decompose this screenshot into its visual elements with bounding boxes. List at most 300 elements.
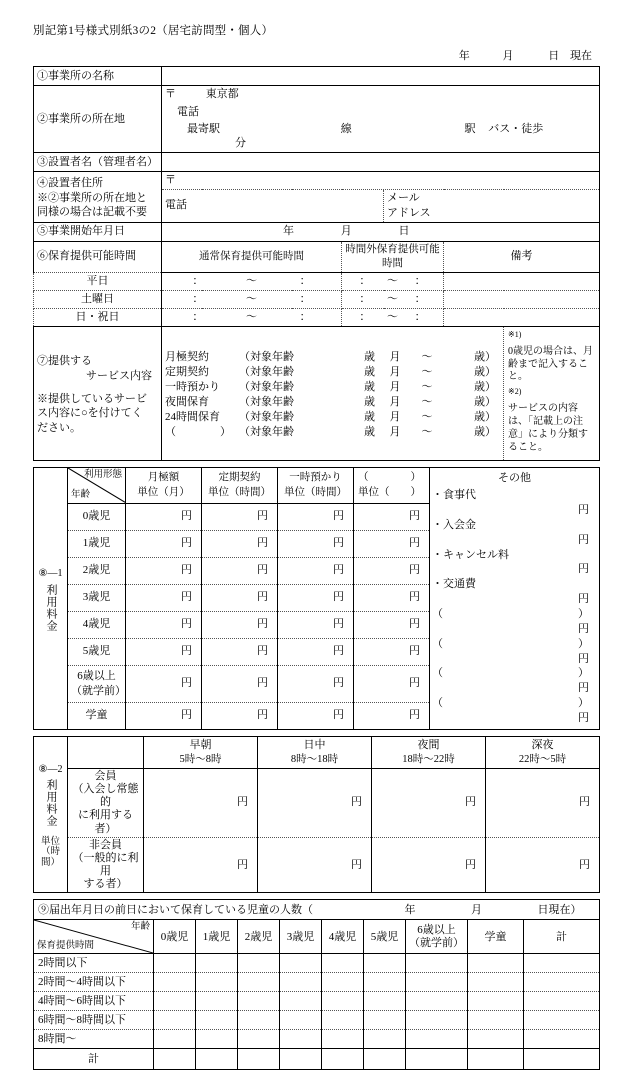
section9-title-prefix: ⑨届出年月日の前日において保育している児童の人数（	[38, 903, 313, 916]
service-row[interactable]	[165, 410, 500, 425]
fee-cell[interactable]	[144, 768, 258, 837]
section8-2-col-2	[372, 736, 486, 768]
section6-remarks-2[interactable]	[444, 308, 600, 326]
col-line2: （就学前）	[409, 936, 464, 949]
section8-2-row-label-1	[68, 837, 144, 893]
time-colon-to: ：	[299, 310, 311, 323]
age-unit: 歳	[364, 351, 375, 364]
section9-title-year: 年	[404, 903, 416, 916]
row-section8-2-header	[34, 736, 600, 768]
col-line2: 5時～8時	[179, 753, 222, 765]
count-cell[interactable]	[364, 992, 406, 1011]
section8-2-col-3	[486, 736, 600, 768]
section8-1-row-label-2: 2歳児	[68, 557, 126, 584]
section9-col-1: 1歳児	[196, 920, 238, 954]
fee-cell[interactable]	[486, 837, 600, 893]
other-unit: 円	[578, 711, 589, 724]
service-name: （ ）	[165, 425, 231, 438]
section8-1-col-2	[278, 468, 354, 503]
count-cell[interactable]	[524, 992, 600, 1011]
row-label-line2: （一般的に利用	[72, 851, 139, 878]
section5-value[interactable]	[162, 222, 600, 241]
col-line2: 18時～22時	[402, 753, 455, 765]
section9-col-2: 2歳児	[238, 920, 280, 954]
row-label-line3: に利用する者）	[78, 809, 133, 835]
time-colon-from: ：	[192, 310, 204, 323]
target-age-label: （対象年齢	[239, 396, 294, 408]
count-cell[interactable]	[196, 954, 238, 973]
yen-unit: 円	[181, 537, 192, 550]
col-line1: 早朝	[189, 738, 212, 751]
other-item[interactable]	[432, 577, 597, 607]
count-cell[interactable]	[468, 1049, 524, 1070]
section4-mail-row[interactable]	[384, 190, 600, 223]
row-section2-postal	[34, 86, 600, 104]
section2-tel-row[interactable]	[162, 104, 600, 121]
yen-unit: 円	[257, 510, 268, 523]
count-cell[interactable]	[238, 1030, 280, 1049]
section7-label-line1: ⑦提供する	[37, 354, 92, 367]
count-cell[interactable]	[524, 973, 600, 992]
fee-cell[interactable]	[278, 638, 354, 665]
count-cell[interactable]	[238, 992, 280, 1011]
fee-cell[interactable]	[372, 837, 486, 893]
section1-value[interactable]	[162, 67, 600, 86]
fee-cell[interactable]	[126, 503, 202, 530]
count-cell[interactable]	[280, 973, 322, 992]
fee-cell[interactable]	[258, 837, 372, 893]
row-label-line1: 会員	[94, 769, 117, 782]
service-name: 一時預かり	[165, 381, 220, 394]
fee-cell[interactable]	[126, 584, 202, 611]
table-row	[34, 973, 600, 992]
section8-1-row-label-5: 5歳児	[68, 638, 126, 665]
row-section6-header	[34, 241, 600, 272]
time-colon-from: ：	[192, 292, 204, 305]
count-cell[interactable]	[154, 954, 196, 973]
yen-unit: 円	[257, 618, 268, 631]
section7-note-line1: ※提供しているサービ	[37, 392, 147, 405]
service-name: 月極契約	[165, 351, 209, 364]
section9-row-label-0: 2時間以下	[34, 954, 154, 973]
yen-unit: 円	[333, 645, 344, 658]
table-row	[34, 1011, 600, 1030]
fee-cell[interactable]	[126, 557, 202, 584]
section8-1-diagonal-header	[68, 468, 126, 503]
fee-cell[interactable]	[372, 768, 486, 837]
yen-unit: 円	[181, 564, 192, 577]
postal-mark: 〒	[165, 88, 176, 101]
section4-label-line2: ※②事業所の所在地と	[37, 191, 147, 204]
section6-overtime-time-2[interactable]	[342, 308, 444, 326]
count-cell[interactable]	[280, 954, 322, 973]
yen-unit: 円	[257, 564, 268, 577]
fee-cell[interactable]	[126, 530, 202, 557]
col-line1: 6歳以上	[417, 924, 456, 937]
section6-label: ⑥保育提供可能時間	[34, 241, 162, 272]
table-section9	[33, 899, 600, 1070]
yen-unit: 円	[409, 645, 420, 658]
fee-cell[interactable]	[202, 584, 278, 611]
col-line2: 22時～5時	[518, 753, 567, 765]
count-cell[interactable]	[406, 1030, 468, 1049]
other-item-blank[interactable]	[432, 696, 597, 726]
service-row[interactable]	[165, 395, 500, 410]
count-cell[interactable]	[322, 1049, 364, 1070]
section6-row-label-0: 平日	[34, 273, 162, 291]
time-colon-from: ：	[359, 310, 371, 323]
count-cell[interactable]	[280, 992, 322, 1011]
fee-cell[interactable]	[258, 768, 372, 837]
count-cell[interactable]	[406, 992, 468, 1011]
time-colon-from: ：	[359, 292, 371, 305]
month-unit: 月	[389, 410, 401, 423]
count-cell[interactable]	[468, 992, 524, 1011]
diag-bottom-label: 年齢	[71, 489, 91, 500]
count-cell[interactable]	[322, 954, 364, 973]
other-item[interactable]	[432, 548, 597, 578]
table-section8-2	[33, 736, 600, 894]
section6-overtime-time-1[interactable]	[342, 290, 444, 308]
table-section8-1	[33, 467, 600, 729]
section8-1-side-label	[34, 468, 68, 729]
section9-title-day: 日現在）	[537, 903, 582, 916]
section2-buswalk-label: バス・徒歩	[488, 122, 544, 135]
fee-cell[interactable]	[354, 584, 430, 611]
fee-cell[interactable]	[354, 530, 430, 557]
count-cell[interactable]	[406, 1011, 468, 1030]
fee-cell[interactable]	[278, 530, 354, 557]
section1-label: ①事業所の名称	[34, 67, 162, 86]
row-section4-postal	[34, 172, 600, 190]
document-title: 別記第1号様式別紙3の2（居宅訪問型・個人）	[33, 25, 274, 37]
row-label-line2: （入会し常態的	[72, 782, 139, 809]
section4-postal-row[interactable]	[162, 172, 600, 190]
count-cell[interactable]	[364, 1030, 406, 1049]
row-section1	[34, 67, 600, 86]
count-cell[interactable]	[468, 1030, 524, 1049]
count-cell[interactable]	[524, 1049, 600, 1070]
fee-cell[interactable]	[354, 503, 430, 530]
section2-postal-row[interactable]	[162, 86, 600, 104]
row-section9-header	[34, 920, 600, 954]
table-row	[34, 1030, 600, 1049]
count-cell[interactable]	[238, 1049, 280, 1070]
section6-remarks-1[interactable]	[444, 290, 600, 308]
count-cell[interactable]	[280, 1049, 322, 1070]
other-unit: 円	[578, 593, 589, 606]
fee-cell[interactable]	[354, 557, 430, 584]
section8-1-number: ⑧—1	[38, 568, 63, 580]
fee-cell[interactable]	[278, 611, 354, 638]
other-label: ・キャンセル料	[432, 548, 509, 561]
section4-label-line3: 同様の場合は記載不要	[37, 206, 147, 219]
section8-2-corner	[68, 736, 144, 768]
count-cell[interactable]	[154, 973, 196, 992]
row-label-line1: 6歳以上	[77, 669, 116, 682]
count-cell[interactable]	[238, 954, 280, 973]
section5-label: ⑤事業開始年月日	[34, 222, 162, 241]
other-item[interactable]	[432, 518, 597, 548]
count-cell[interactable]	[238, 973, 280, 992]
fee-cell[interactable]	[202, 530, 278, 557]
fee-cell[interactable]	[354, 611, 430, 638]
other-paren-open: （	[432, 697, 443, 710]
section2-station-label: 駅	[464, 122, 476, 135]
col-line2: 単位（時間）	[208, 486, 271, 498]
yen-unit: 円	[333, 677, 344, 690]
section8-1-other-column	[430, 468, 600, 729]
count-cell[interactable]	[280, 1030, 322, 1049]
section8-1-col-0	[126, 468, 202, 503]
row-section3	[34, 153, 600, 172]
end-unit: 歳）	[474, 396, 496, 408]
fee-cell[interactable]	[202, 557, 278, 584]
yen-unit: 円	[237, 796, 248, 809]
count-cell[interactable]	[468, 1011, 524, 1030]
yen-unit: 円	[181, 510, 192, 523]
other-item-blank[interactable]	[432, 666, 597, 696]
yen-unit: 円	[181, 677, 192, 690]
fee-cell[interactable]	[144, 837, 258, 893]
section7-label	[34, 326, 162, 461]
yen-unit: 円	[409, 709, 420, 722]
section6-col-overtime: 時間外保育提供可能時間	[342, 241, 444, 272]
end-unit: 歳）	[474, 410, 496, 423]
section2-line-label: 線	[340, 122, 352, 135]
yen-unit: 円	[257, 591, 268, 604]
fee-cell[interactable]	[486, 768, 600, 837]
section2-prefecture: 東京都	[205, 88, 239, 101]
fee-cell[interactable]	[278, 702, 354, 729]
count-cell[interactable]	[238, 1011, 280, 1030]
fee-cell[interactable]	[202, 611, 278, 638]
wave: ～	[421, 381, 433, 394]
yen-unit: 円	[257, 709, 268, 722]
section7-note-line2: ス内容に○を付けてく	[37, 407, 143, 420]
section9-col-5: 5歳児	[364, 920, 406, 954]
service-row[interactable]	[165, 380, 500, 395]
section6-overtime-time-0[interactable]	[342, 273, 444, 291]
date-year-label: 年	[458, 50, 470, 62]
yen-unit: 円	[351, 796, 362, 809]
note-mark: ※1)	[508, 329, 522, 339]
col-line1: 日中	[303, 738, 326, 751]
wave: ～	[421, 425, 433, 438]
yen-unit: 円	[257, 677, 268, 690]
section7-notes	[504, 326, 600, 461]
count-cell[interactable]	[364, 1049, 406, 1070]
date-header	[33, 47, 600, 63]
age-unit: 歳	[364, 410, 375, 423]
count-cell[interactable]	[154, 1030, 196, 1049]
count-cell[interactable]	[322, 1011, 364, 1030]
col-line1: 一時預かり	[289, 472, 342, 484]
service-row[interactable]	[165, 350, 500, 365]
section2-station-row[interactable]	[162, 121, 600, 153]
yen-unit: 円	[465, 858, 476, 871]
section2-minutes-label: 分	[235, 137, 246, 150]
end-unit: 歳）	[474, 351, 496, 364]
section6-row-label-1: 土曜日	[34, 290, 162, 308]
count-cell[interactable]	[196, 1011, 238, 1030]
yen-unit: 円	[181, 645, 192, 658]
yen-unit: 円	[409, 618, 420, 631]
diag-top-label: 年齢	[130, 922, 150, 933]
section7-label-line2: サービス内容	[86, 369, 152, 382]
fee-cell[interactable]	[202, 638, 278, 665]
section9-row-label-5: 計	[34, 1049, 154, 1070]
other-unit: 円	[578, 504, 589, 517]
section9-col-8: 計	[524, 920, 600, 954]
service-name: 24時間保育	[165, 410, 220, 423]
count-cell[interactable]	[468, 973, 524, 992]
fee-cell[interactable]	[354, 638, 430, 665]
count-cell[interactable]	[406, 1049, 468, 1070]
fee-cell[interactable]	[278, 557, 354, 584]
month-unit: 月	[389, 351, 401, 364]
fee-cell[interactable]	[202, 702, 278, 729]
count-cell[interactable]	[196, 973, 238, 992]
yen-unit: 円	[257, 645, 268, 658]
age-unit: 歳	[364, 396, 375, 408]
other-item-blank[interactable]	[432, 637, 597, 667]
section4-label-line1: ④設置者住所	[37, 176, 103, 189]
section8-2-side-label	[34, 736, 68, 893]
yen-unit: 円	[409, 677, 420, 690]
fee-cell[interactable]	[354, 702, 430, 729]
other-paren-close: ）	[578, 667, 589, 680]
count-cell[interactable]	[196, 1049, 238, 1070]
section9-title-month: 月	[471, 903, 482, 916]
wave: ～	[421, 351, 433, 364]
count-cell[interactable]	[154, 1011, 196, 1030]
count-cell[interactable]	[406, 973, 468, 992]
section6-remarks-0[interactable]	[444, 273, 600, 291]
section6-normal-time-0[interactable]	[162, 273, 342, 291]
fee-cell[interactable]	[126, 611, 202, 638]
age-unit: 歳	[364, 425, 375, 438]
count-cell[interactable]	[154, 992, 196, 1011]
fee-cell[interactable]	[126, 702, 202, 729]
age-unit: 歳	[364, 366, 375, 379]
fee-cell[interactable]	[278, 503, 354, 530]
section4-label	[34, 172, 162, 223]
col-line1: 夜間	[417, 738, 440, 751]
section9-row-label-1: 2時間～4時間以下	[34, 973, 154, 992]
yen-unit: 円	[351, 858, 362, 871]
count-cell[interactable]	[322, 973, 364, 992]
section7-services	[162, 326, 504, 461]
wave: ～	[421, 396, 433, 408]
table-row-member	[34, 768, 600, 837]
fee-cell[interactable]	[278, 584, 354, 611]
section6-normal-time-2[interactable]	[162, 308, 342, 326]
count-cell[interactable]	[196, 992, 238, 1011]
section4-tel-row[interactable]	[162, 190, 384, 223]
count-cell[interactable]	[468, 954, 524, 973]
other-item[interactable]	[432, 488, 597, 518]
fee-cell[interactable]	[126, 638, 202, 665]
other-paren-close: ）	[578, 697, 589, 710]
count-cell[interactable]	[280, 1011, 322, 1030]
section8-1-col-1	[202, 468, 278, 503]
fee-cell[interactable]	[202, 665, 278, 702]
row-section8-1-header	[34, 468, 600, 503]
fee-cell[interactable]	[354, 665, 430, 702]
time-wave: ～	[245, 310, 257, 323]
section8-1-row-label-7: 学童	[68, 702, 126, 729]
section3-value[interactable]	[162, 153, 600, 172]
section8-2-unit-label	[37, 837, 64, 868]
yen-unit: 円	[181, 618, 192, 631]
other-item-blank[interactable]	[432, 607, 597, 637]
target-age-label: （対象年齢	[239, 351, 294, 364]
age-unit: 歳	[364, 381, 375, 394]
section8-2-col-1	[258, 736, 372, 768]
section2-nearest-station-label: 最寄駅	[187, 122, 220, 135]
count-cell[interactable]	[364, 954, 406, 973]
count-cell[interactable]	[322, 992, 364, 1011]
section8-1-row-label-3: 3歳児	[68, 584, 126, 611]
count-cell[interactable]	[154, 1049, 196, 1070]
section6-normal-time-1[interactable]	[162, 290, 342, 308]
col-line2: 単位（時間）	[284, 486, 347, 498]
col-line1: 定期契約	[218, 472, 261, 484]
target-age-label: （対象年齢	[239, 410, 294, 423]
yen-unit: 円	[409, 564, 420, 577]
count-cell[interactable]	[196, 1030, 238, 1049]
section4-mail-label-line1: メール	[387, 192, 420, 205]
date-day-label: 日	[548, 50, 560, 62]
count-cell[interactable]	[406, 954, 468, 973]
section7-note-1	[508, 330, 595, 385]
other-paren-open: （	[432, 637, 443, 650]
section4-tel-label: 電話	[165, 199, 187, 212]
fee-cell[interactable]	[278, 665, 354, 702]
other-paren-close: ）	[578, 637, 589, 650]
section4-postal-mark: 〒	[165, 174, 176, 187]
count-cell[interactable]	[322, 1030, 364, 1049]
count-cell[interactable]	[364, 973, 406, 992]
service-row[interactable]	[165, 365, 500, 380]
section9-row-label-4: 8時間～	[34, 1030, 154, 1049]
section7-note-2	[508, 387, 595, 454]
service-name: 夜間保育	[165, 396, 209, 408]
count-cell[interactable]	[364, 1011, 406, 1030]
yen-unit: 円	[181, 591, 192, 604]
yen-unit: 円	[333, 564, 344, 577]
other-label: ・食事代	[432, 489, 476, 502]
section6-col-remarks: 備考	[444, 241, 600, 272]
section2-label: ②事業所の所在地	[34, 86, 162, 153]
section8-1-vertical-label: 利用料金	[45, 583, 57, 632]
time-colon-from: ：	[359, 275, 371, 288]
service-row[interactable]	[165, 425, 500, 440]
col-line1: 月極額	[147, 472, 180, 484]
count-cell[interactable]	[524, 954, 600, 973]
count-cell[interactable]	[524, 1030, 600, 1049]
section6-col-normal: 通常保育提供可能時間	[162, 241, 342, 272]
target-age-label: （対象年齢	[239, 425, 294, 438]
section8-2-vertical-label: 利用料金	[45, 778, 57, 827]
other-label: ・入会金	[432, 518, 476, 531]
section6-row-label-2: 日・祝日	[34, 308, 162, 326]
fee-cell[interactable]	[126, 665, 202, 702]
count-cell[interactable]	[524, 1011, 600, 1030]
fee-cell[interactable]	[202, 503, 278, 530]
yen-unit: 円	[409, 591, 420, 604]
